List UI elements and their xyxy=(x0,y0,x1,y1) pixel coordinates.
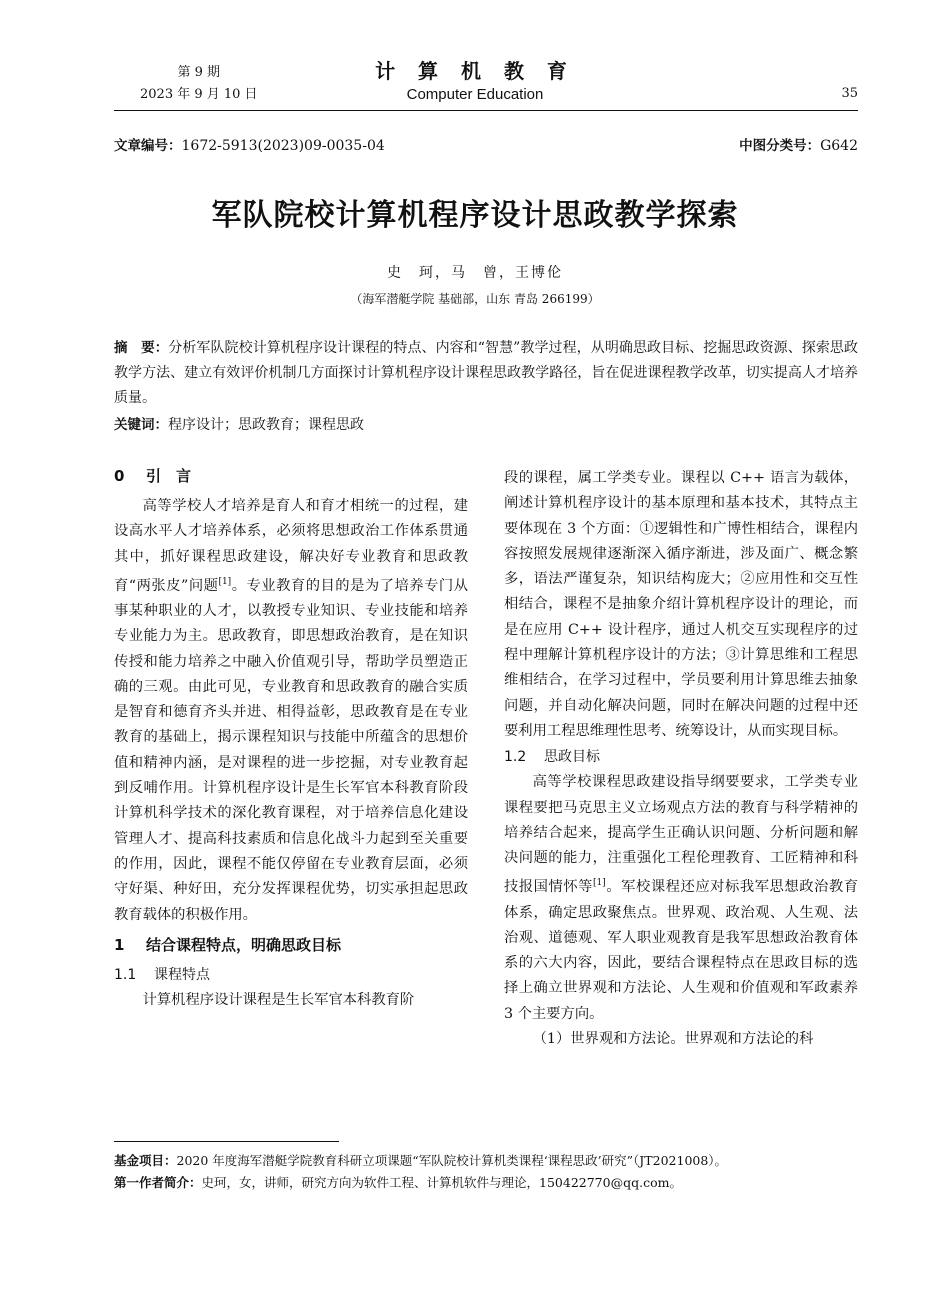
subsection-1-1-heading xyxy=(114,962,468,988)
keywords xyxy=(114,413,858,437)
paper-title: 军队院校计算机程序设计思政教学探索 xyxy=(211,198,739,233)
funding-note xyxy=(114,1150,870,1172)
goals-paragraph xyxy=(504,770,858,1027)
journal-name-en: Computer Education xyxy=(406,86,544,103)
journal-header xyxy=(300,58,650,106)
article-number-value: 1672-5913(2023)09-0035-04 xyxy=(181,138,385,154)
worldview-paragraph-start: （1）世界观和方法论。世界观和方法论的科 xyxy=(532,1031,814,1047)
article-number xyxy=(114,134,385,154)
subsection-1-2-heading xyxy=(504,744,858,770)
intro-text-b: 。专业教育的目的是为了培养专门从事某种职业的人才，以教授专业知识、专业技能和培养专业能力为主。思政教育，即思想政治教育，是在知识传授和能力培养之中融入价值观引导，帮助学员塑造正确的三观。由此可见，专业教育和思政教育的融合实质是智育和德育齐头并进、相得益彰，思政教育是在专业教育的基础上，揭示课程知识与技能中所蕴含的思想价值和精神内涵，是对课程的进一步挖掘，对专业教育起到反哺作用。计算机程序设计是生长军官本科教育阶段计算机科学技术的深化教育课程，对于培养信息化建设管理人才、提高科技素质和信息化战斗力起到至关重要的作用，因此，课程不能仅停留在专业教育层面，必须守好渠、种好田，充分发挥课程优势，切实承担起思政教育载体的积极作用。 xyxy=(114,577,468,923)
first-author-label: 第一作者简介： xyxy=(114,1175,202,1190)
course-features-paragraph-cont: 段的课程，属工学类专业。课程以 C++ 语言为载体，阐述计算机程序设计的基本原理和基本技术，其特点主要体现在 3 个方面：①逻辑性和广博性相结合，课程内容按照发展规律逐渐深入循序渐进，涉及面广、概念繁多，语法严谨复杂，知识结构庞大；②应用性和交互性相结合，课程不是抽象介绍计算机程序设计的理论，而是在应用 C++ 设计程序，通过人机交互实现程序的过程中理解计算机程序设计的方法；③计算思维和工程思维相结合，在学习过程中，学员要利用计算思维去抽象问题，并自动化解决问题，同时在解决问题的过程中还要利用工程思维理性思考、统筹设计，从而实现目标。 xyxy=(504,470,858,739)
author-affiliation: （海军潜艇学院 基础部，山东 青岛 266199） xyxy=(350,292,600,306)
classification-number xyxy=(739,134,858,154)
section-0-number: 0 xyxy=(114,467,125,485)
subsection-1-2-title: 思政目标 xyxy=(544,749,600,766)
left-column xyxy=(114,464,468,1013)
citation-ref: [1] xyxy=(218,576,232,587)
section-1-heading xyxy=(114,928,468,962)
intro-paragraph xyxy=(114,494,468,928)
course-features-paragraph-start: 计算机程序设计课程是生长军官本科教育阶 xyxy=(142,991,415,1008)
article-number-label: 文章编号： xyxy=(114,138,182,154)
header-date: 2023 年 9 月 10 日 xyxy=(140,87,258,102)
header-rule xyxy=(114,110,858,111)
subsection-1-1-title: 课程特点 xyxy=(154,966,210,983)
goals-text-b: 。军校课程还应对标我军思想政治教育体系，确定思政聚焦点。世界观、政治观、人生观、法治观、道德观、军人职业观教育是我军思想政治教育体系的六大内容，因此，要结合课程特点在思政目标的选择上确立世界观和方法论、人生观和价值观和军政素养 3 个主要方向。 xyxy=(504,879,859,1022)
right-column xyxy=(504,466,858,1052)
footnote-rule xyxy=(114,1141,339,1142)
intro-text-a: 高等学校人才培养是育人和育才相统一的过程，建设高水平人才培养体系，必须将思想政治工作体系贯通其中，抓好课程思政建设，解决好专业教育和思政教育“两张皮”问题 xyxy=(114,498,468,594)
abstract xyxy=(114,336,858,411)
first-author-text: 史珂，女，讲师，研究方向为软件工程、计算机软件与理论，150422770@qq.com。 xyxy=(201,1175,682,1190)
section-0-title: 引 言 xyxy=(146,467,192,485)
page-number: 35 xyxy=(841,86,858,101)
classification-value: G642 xyxy=(820,138,858,154)
section-1-number: 1 xyxy=(114,935,125,954)
footnotes xyxy=(114,1150,870,1194)
classification-label: 中图分类号： xyxy=(739,138,821,154)
keywords-label: 关键词： xyxy=(114,417,168,433)
journal-name-cn: 计 算 机 教 育 xyxy=(375,59,575,83)
citation-ref: [1] xyxy=(593,878,606,889)
header-issue: 第 9 期 xyxy=(177,65,221,80)
header-issue-block xyxy=(140,62,258,106)
funding-label: 基金项目： xyxy=(114,1153,177,1168)
section-0-heading xyxy=(114,464,468,494)
abstract-text: 分析军队院校计算机程序设计课程的特点、内容和“智慧”教学过程，从明确思政目标、挖掘思政资源、探索思政教学方法、建立有效评价机制几方面探讨计算机程序设计课程思政教学路径，旨在促进课程教学改革，切实提高人才培养质量。 xyxy=(114,340,859,406)
paper-authors: 史 珂，马 曾，王博伦 xyxy=(387,265,563,281)
goals-text-a: 高等学校课程思政建设指导纲要要求，工学类专业课程要把马克思主义立场观点方法的教育与科学精神的培养结合起来，提高学生正确认识问题、分析问题和解决问题的能力，注重强化工程伦理教育、工匠精神和科技报国情怀等 xyxy=(504,774,858,896)
funding-text: 2020 年度海军潜艇学院教育科研立项课题“军队院校计算机类课程‘课程思政’研究”（JT2021008）。 xyxy=(176,1153,728,1168)
subsection-1-2-number: 1.2 xyxy=(504,749,527,766)
keywords-text: 程序设计；思政教育；课程思政 xyxy=(168,417,364,433)
section-1-title: 结合课程特点，明确思政目标 xyxy=(146,935,342,954)
abstract-label: 摘 要： xyxy=(114,340,169,356)
subsection-1-1-number: 1.1 xyxy=(114,966,137,983)
first-author-note xyxy=(114,1172,870,1194)
